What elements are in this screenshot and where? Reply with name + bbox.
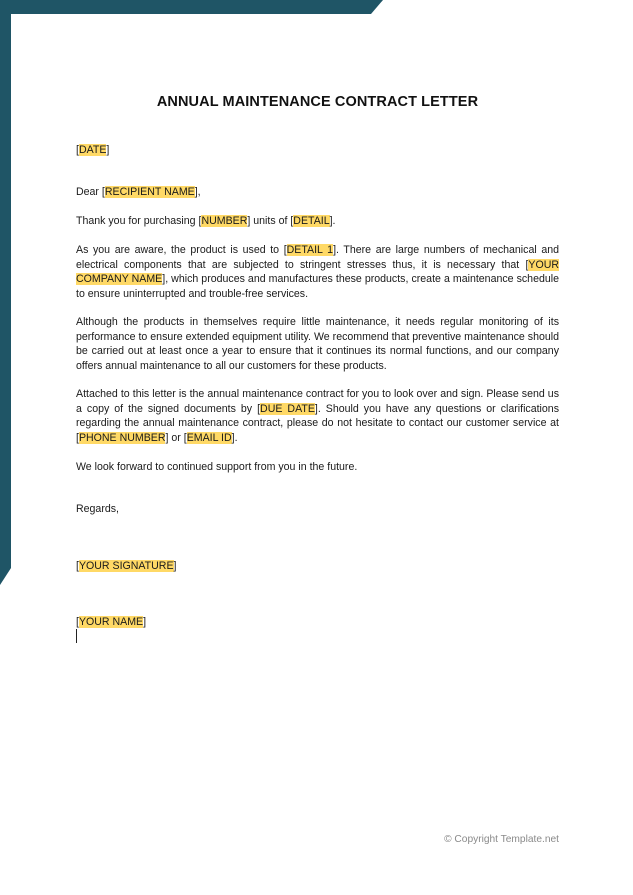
greeting-line: Dear [RECIPIENT NAME], [76, 186, 201, 198]
closing-regards: Regards, [76, 503, 119, 515]
date-line: [DATE] [76, 144, 110, 156]
text-cursor [76, 629, 77, 643]
left-accent-bar [0, 0, 11, 585]
paragraph-closing-remark: We look forward to continued support from you in the future. [76, 461, 358, 473]
due-date-placeholder[interactable]: DUE DATE [260, 402, 315, 415]
paragraph-product-usage: As you are aware, the product is used to [DETAIL 1]. There are large numbers of mechanical and electrical components that are subjected to stringent stresses thus, it is necessary that [YOUR COMPANY NAME], which produces and manufactures these products, create a maintenance schedule to ensure uninterrupted and trouble-free services. [76, 244, 559, 300]
number-placeholder[interactable]: NUMBER [201, 215, 248, 227]
detail1-placeholder[interactable]: DETAIL 1 [286, 244, 334, 256]
signature-placeholder[interactable]: YOUR SIGNATURE [78, 560, 174, 572]
email-placeholder[interactable]: EMAIL ID [186, 431, 232, 444]
recipient-placeholder[interactable]: RECIPIENT NAME [104, 186, 195, 198]
paragraph-contract: Attached to this letter is the annual maintenance contract for you to look over and sign. Please send us a copy of the signed documents by [DUE DATE]. Should you have any questions or clarifications regarding the annual maintenance contract, please do not hesitate to contact our customer service at [PHONE NUMBER] or [EMAIL ID]. [76, 388, 559, 444]
company-name-placeholder[interactable]: YOUR COMPANY NAME [76, 258, 559, 286]
signature-line: [YOUR SIGNATURE] [76, 560, 177, 572]
phone-placeholder[interactable]: PHONE NUMBER [78, 431, 166, 444]
date-placeholder[interactable]: DATE [78, 144, 107, 156]
name-line: [YOUR NAME] [76, 616, 147, 628]
letter-page [76, 0, 559, 895]
detail-placeholder[interactable]: DETAIL [293, 215, 330, 227]
paragraph-maintenance: Although the products in themselves require little maintenance, it needs regular monitoring of its performance to ensure extended equipment utility. We recommend that preventive maintenance should be carried out at least once a year to ensure that it continues its normal functions, and our company offers annual maintenance to all our customers for these products. [76, 316, 559, 372]
name-placeholder[interactable]: YOUR NAME [78, 616, 144, 628]
copyright-footer: © Copyright Template.net [444, 834, 559, 845]
thanks-line: Thank you for purchasing [NUMBER] units of [DETAIL]. [76, 215, 336, 227]
document-title: ANNUAL MAINTENANCE CONTRACT LETTER [156, 94, 479, 110]
